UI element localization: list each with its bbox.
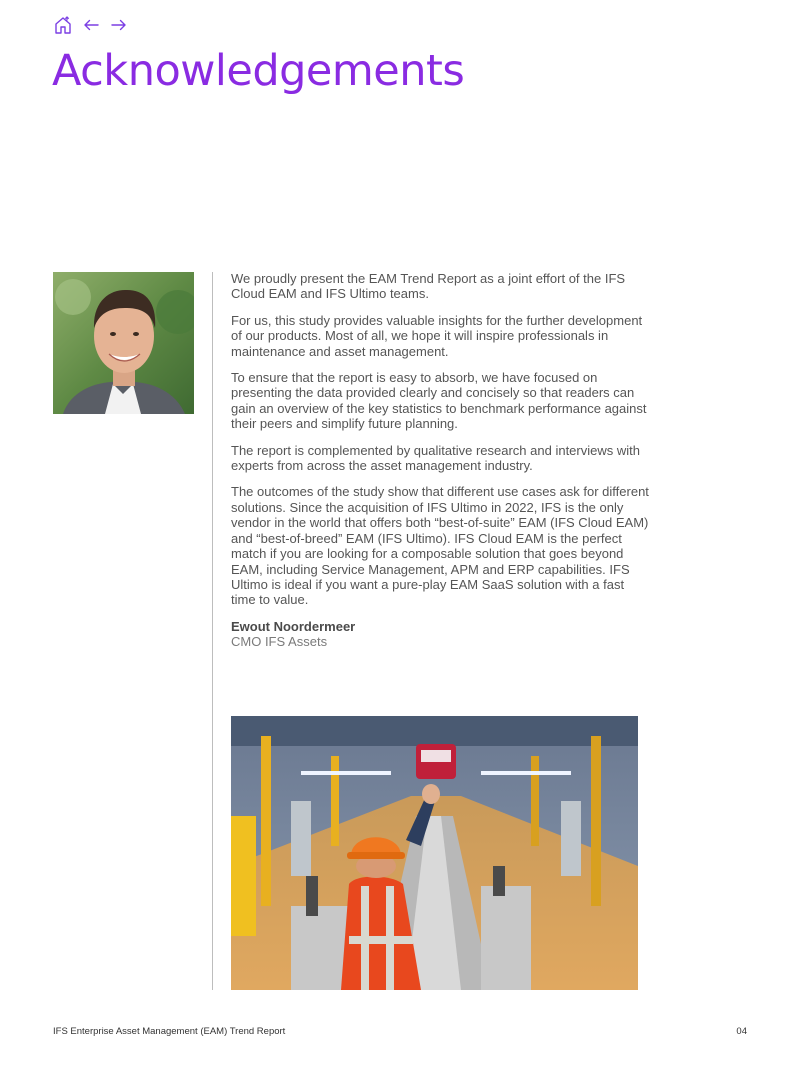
home-icon [53,15,73,35]
paragraph: For us, this study provides valuable insights for the further development of our products. Most of all, we hope it will inspire professionals in maintenance and asset management. [231,312,643,359]
paragraph: To ensure that the report is easy to absorb, we have focused on presenting the data provided clearly and concisely so that readers can gain an overview of the key statistics to benchmark performance against their peers and simplify future planning. [231,370,647,432]
acknowledgement-body [231,271,651,650]
forward-button[interactable] [108,14,130,36]
paragraph: We proudly present the EAM Trend Report as a joint effort of the IFS Cloud EAM and IFS Ultimo teams. [231,271,626,302]
footer-report-name: IFS Enterprise Asset Management (EAM) Trend Report [53,1026,286,1037]
back-button[interactable] [80,14,102,36]
author-name: Ewout Noordermeer [231,618,356,634]
author-portrait [53,272,194,414]
author-role: CMO IFS Assets [231,634,328,650]
page-navigation [52,14,130,36]
column-divider [212,272,213,990]
arrow-right-icon [110,18,128,32]
arrow-left-icon [82,18,100,32]
page-number: 04 [736,1026,747,1037]
page-title: Acknowledgements [52,46,465,96]
paragraph: The outcomes of the study show that different use cases ask for different solutions. Since the acquisition of IFS Ultimo in 2022, IFS is the only vendor in the world that offers both “best-of-suite” EAM (IFS Cloud EAM) and “best-of-breed” EAM (IFS Ultimo). IFS Cloud EAM is the perfect match if you are looking for a composable solution that goes beyond EAM, including Service Management, APM and ERP capabilities. IFS Ultimo is ideal if you want a pure-play EAM SaaS solution with a fast time to value. [231,484,649,608]
rail-depot-photo [231,716,638,990]
home-button[interactable] [52,14,74,36]
paragraph: The report is complemented by qualitative research and interviews with experts from across the asset management industry. [231,442,640,474]
